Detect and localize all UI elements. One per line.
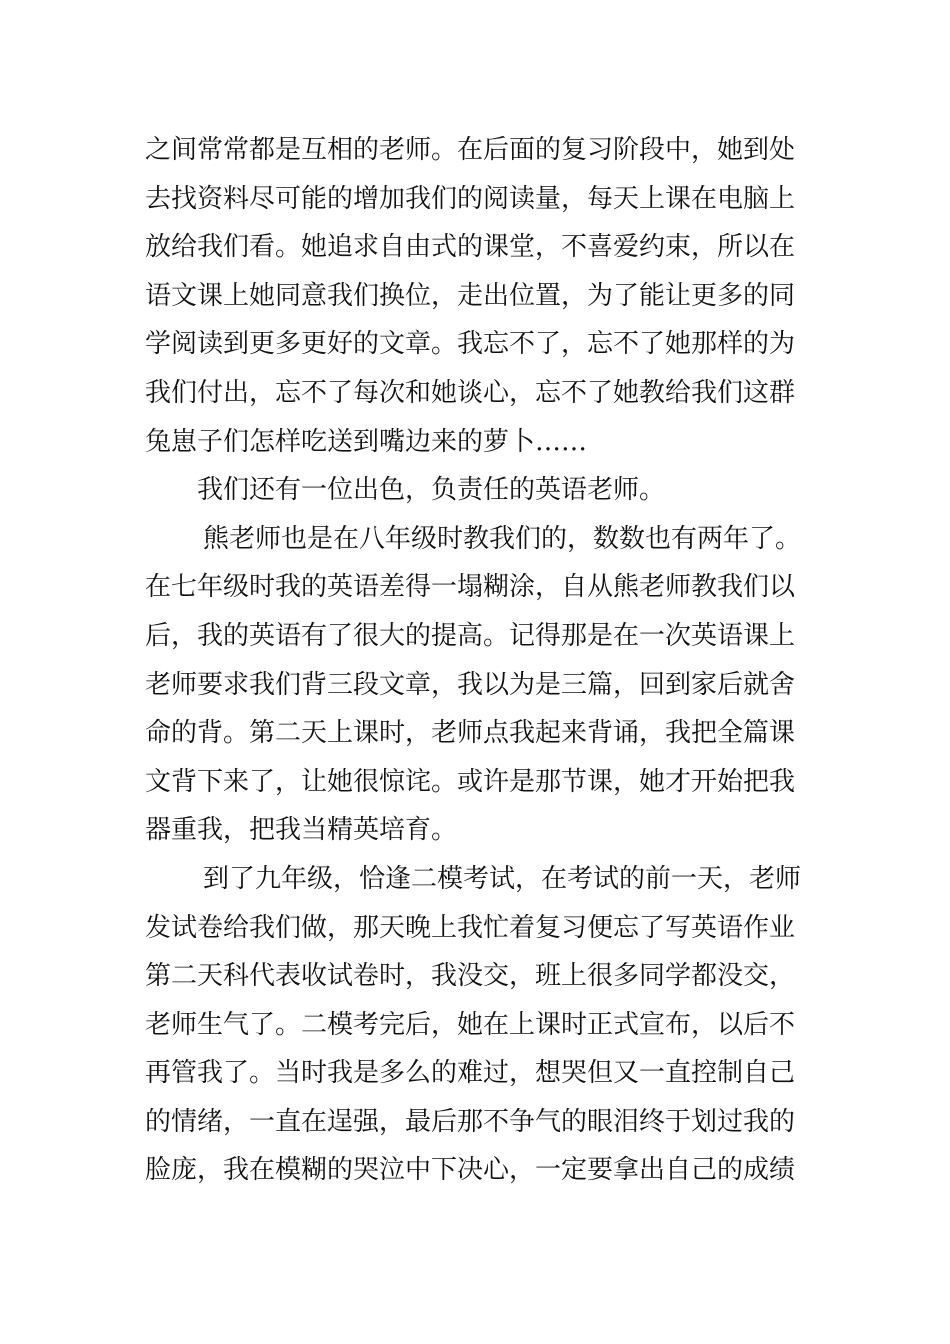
text-line: 去找资料尽可能的增加我们的阅读量，每天上课在电脑上 [145,183,796,214]
text-line: 第二天科代表收试卷时，我没交，班上很多同学都没交， [145,961,796,992]
text-line: 的情绪，一直在逞强，最后那不争气的眼泪终于划过我的 [145,1106,796,1137]
text-line: 老师生气了。二模考完后，她在上课时正式宣布，以后不 [145,1009,796,1040]
text-line: 器重我，把我当精英培育。 [145,815,458,846]
paragraph-start-line: 到了九年级，恰逢二模考试，在考试的前一天，老师 [203,863,802,894]
text-line: 命的背。第二天上课时，老师点我起来背诵，我把全篇课 [145,718,796,749]
text-line: 老师要求我们背三段文章，我以为是三篇，回到家后就舍 [145,669,796,700]
text-line: 文背下来了，让她很惊诧。或许是那节课，她才开始把我 [145,766,796,797]
text-line: 再管我了。当时我是多么的难过，想哭但又一直控制自己 [145,1058,796,1089]
text-line: 脸庞，我在模糊的哭泣中下决心，一定要拿出自己的成绩 [145,1155,796,1186]
body-text [145,126,810,1195]
text-line: 发试卷给我们做，那天晚上我忙着复习便忘了写英语作业 [145,912,796,943]
text-line: 语文课上她同意我们换位，走出位置，为了能让更多的同 [145,280,796,311]
text-line: 在七年级时我的英语差得一塌糊涂，自从熊老师教我们以 [145,572,796,603]
text-line: 学阅读到更多更好的文章。我忘不了，忘不了她那样的为 [145,329,796,360]
text-line: 放给我们看。她追求自由式的课堂，不喜爱约束，所以在 [145,232,796,263]
paragraph-start-line: 熊老师也是在八年级时教我们的，数数也有两年了。 [203,523,802,554]
paragraph-start-line: 我们还有一位出色，负责任的英语老师。 [197,475,666,506]
text-line: 兔崽子们怎样吃送到嘴边来的萝卜…… [145,426,588,457]
text-line: 之间常常都是互相的老师。在后面的复习阶段中，她到处 [145,135,796,165]
text-line: 后，我的英语有了很大的提高。记得那是在一次英语课上 [145,620,796,651]
text-line: 我们付出，忘不了每次和她谈心，忘不了她教给我们这群 [145,377,796,408]
